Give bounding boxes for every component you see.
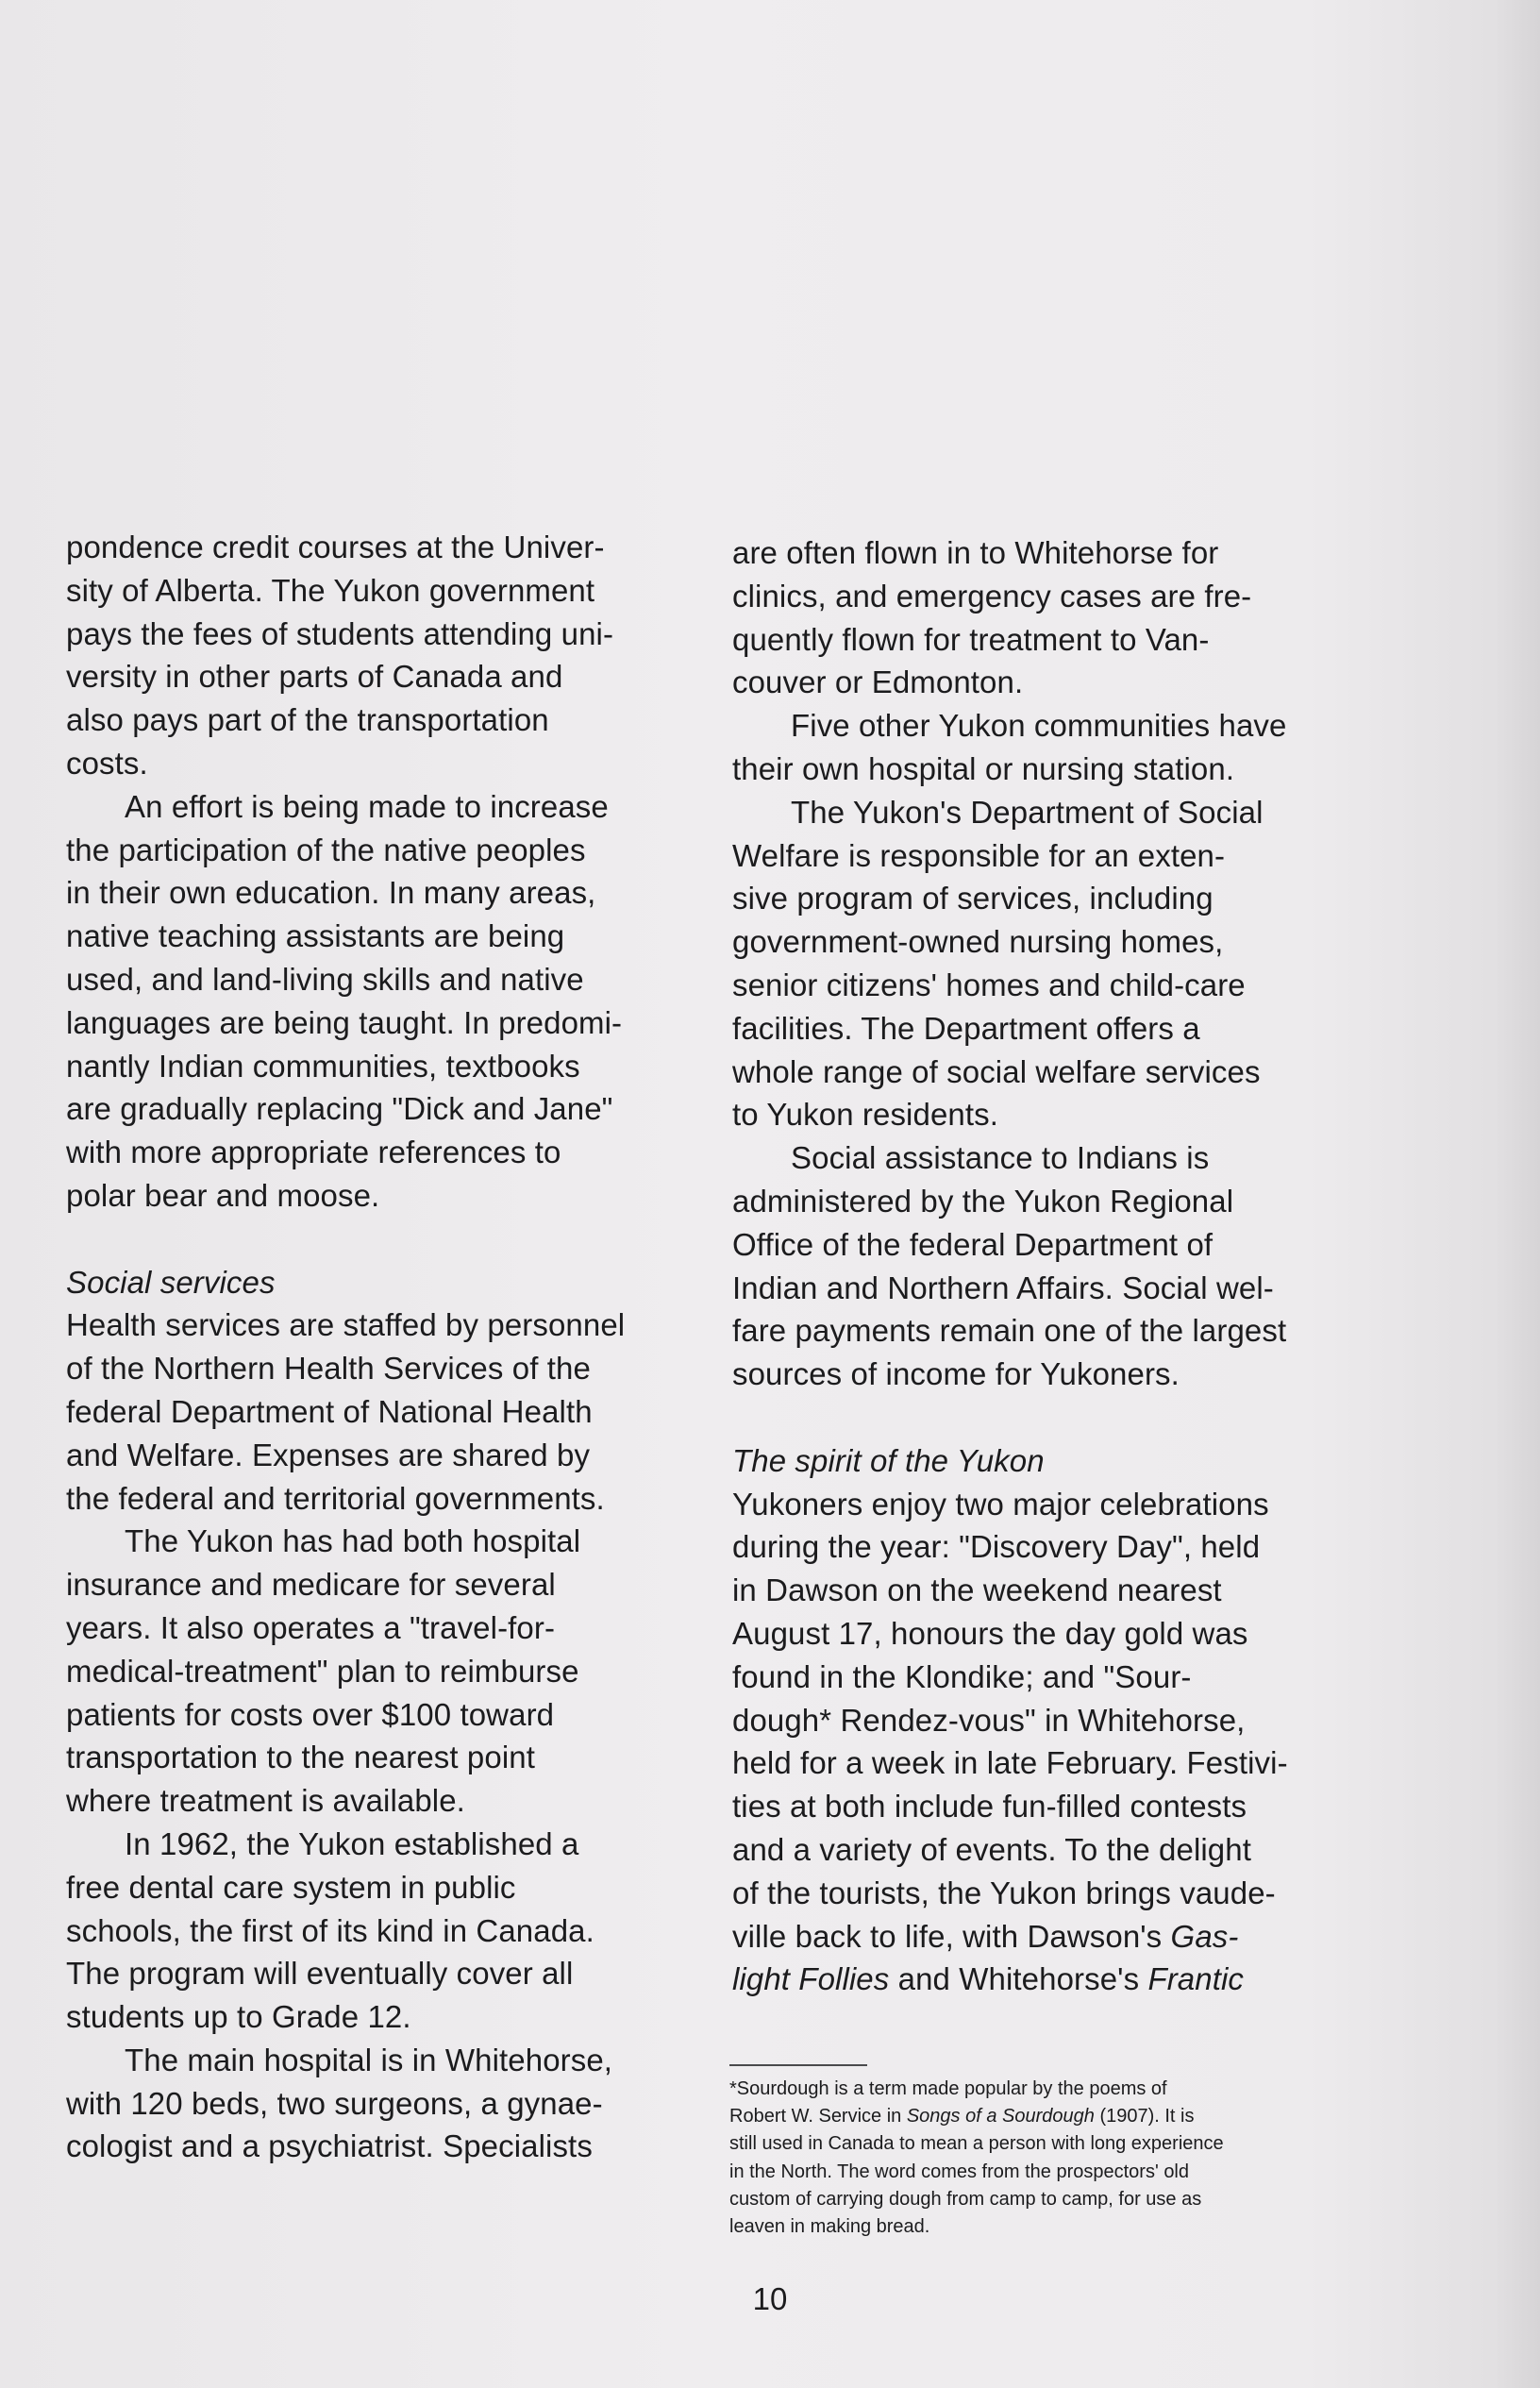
page-number: 10: [752, 2281, 788, 2316]
gaslight-follies-title: Gas- light Follies: [732, 1918, 1239, 1997]
footnote-text-end: (1907). It is still used in Canada to mean a person with long experience in the North. The word comes from the prospectors' old custom of carrying dough from camp to camp, for use as leaven in making bread.: [729, 2106, 1224, 2238]
paragraph-native-education: An effort is being made to increase the participation of the native peoples in their own education. In many areas, native teaching assistants are being used, and land-living skills and native languages are being taught. In predomi- nantly Indian communities, textbooks are gradually replacing "Dick and Jane" with more appropriate references to polar bear and moose.: [66, 788, 623, 1213]
paragraph-other-hospitals: Five other Yukon communities have their own hospital or nursing station.: [732, 708, 1287, 786]
footnote-sourdough: [729, 2076, 1371, 2241]
section-gap: [732, 1396, 1355, 1439]
paragraph-health-services: Health services are staffed by personnel of the Northern Health Services of the federal Department of National Health and Welfare. Expenses are shared by the federal and territorial governments.: [66, 1307, 626, 1516]
section-gap: [66, 1218, 689, 1261]
footnote-rule: [729, 2064, 867, 2066]
right-column: [732, 531, 1355, 2001]
frantic-title: Frantic: [1147, 1961, 1245, 1997]
paragraph-social-assistance: Social assistance to Indians is administered by the Yukon Regional Office of the federal Department of Indian and Northern Affairs. Social wel- fare payments remain one of the largest sources of income for Yukoners.: [732, 1140, 1287, 1392]
paragraph-specialists: are often flown in to Whitehorse for clinics, and emergency cases are fre- quently flown for treatment to Van- couver or Edmonton.: [732, 535, 1252, 700]
heading-social-services: Social services: [66, 1264, 276, 1300]
paragraph-hospital-insurance: The Yukon has had both hospital insurance and medicare for several years. It also operates a "travel-for- medical-treatment" plan to reimburse patients for costs over $100 toward transportation to the nearest point where treatment is available.: [66, 1523, 581, 1819]
paragraph-celebrations: [732, 1483, 1355, 2002]
paragraph-university-fees: pondence credit courses at the Univer- sity of Alberta. The Yukon government pays the fees of students attending uni- versity in other parts of Canada and also pays part of the transportation costs.: [66, 530, 614, 781]
paragraph-social-welfare: The Yukon's Department of Social Welfare is responsible for an exten- sive program of services, including government-owned nursing homes, senior citizens' homes and child-care facilities. The Department offers a whole range of social welfare services to Yukon residents.: [732, 794, 1264, 1133]
footnote-text-start: *Sourdough is a term made popular by the poems of Robert W. Service in: [729, 2078, 1167, 2127]
heading-spirit-of-yukon: The spirit of the Yukon: [732, 1442, 1045, 1478]
paragraph-dental-care: In 1962, the Yukon established a free dental care system in public schools, the first of its kind in Canada. The program will eventually cover all students up to Grade 12.: [66, 1825, 594, 2035]
paragraph-main-hospital: The main hospital is in Whitehorse, with 120 beds, two surgeons, a gynae- cologist and a psychiatrist. Specialists: [66, 2042, 613, 2164]
left-column: [66, 526, 689, 2168]
footnote-book-title: Songs of a Sourdough: [906, 2106, 1095, 2127]
celebrations-text-mid: and Whitehorse's: [889, 1961, 1148, 1997]
celebrations-text: Yukoners enjoy two major celebrations during the year: "Discovery Day", held in Dawson on the weekend nearest August 17, honours the day gold was found in the Klondike; and "Sour- dough* Rendez-vous" in Whitehorse, held for a week in late February. Festivi- ties at both include fun-filled contests and a variety of events. To the delight of the tourists, the Yukon brings vaude- ville back to life, with Dawson's: [732, 1486, 1288, 1954]
